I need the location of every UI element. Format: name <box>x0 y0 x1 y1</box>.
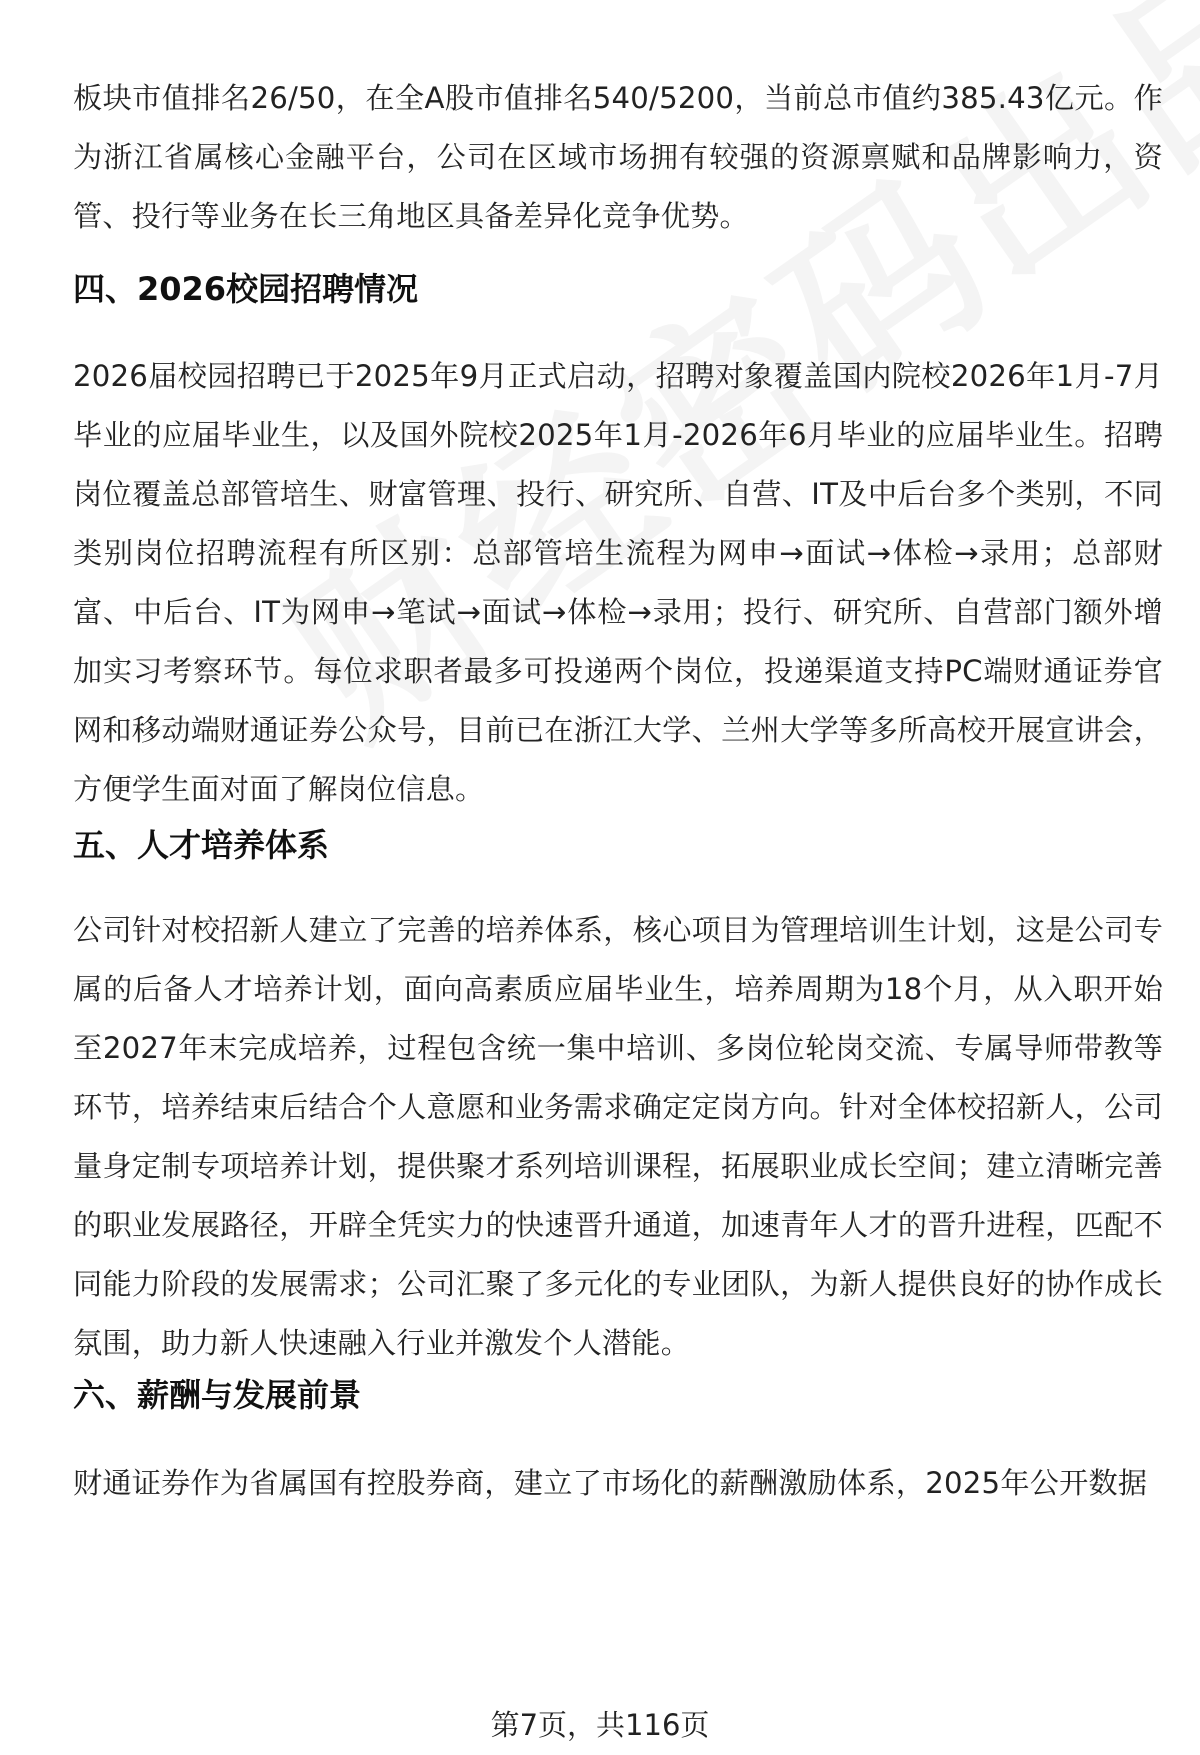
section-body-campus-recruitment: 2026届校园招聘已于2025年9月正式启动，招聘对象覆盖国内院校2026年1月-7月毕业的应届毕业生，以及国外院校2025年1月-2026年6月毕业的应届毕业生。招聘岗位覆盖总部管培生、财富管理、投行、研究所、自营、IT及中后台多个类别，不同类别岗位招聘流程有所区别：总部管培生流程为网申→面试→体检→录用；总部财富、中后台、IT为网申→笔试→面试→体检→录用；投行、研究所、自营部门额外增加实习考察环节。每位求职者最多可投递两个岗位，投递渠道支持PC端财通证券官网和移动端财通证券公众号，目前已在浙江大学、兰州大学等多所高校开展宣讲会，方便学生面对面了解岗位信息。 <box>73 359 1163 806</box>
intro-paragraph: 板块市值排名26/50，在全A股市值排名540/5200，当前总市值约385.43亿元。作为浙江省属核心金融平台，公司在区域市场拥有较强的资源禀赋和品牌影响力，资管、投行等业务在长三角地区具备差异化竞争优势。 <box>73 81 1163 233</box>
section-heading-campus-recruitment: 四、2026校园招聘情况 <box>73 270 419 308</box>
section-body-salary-prospects: 财通证券作为省属国有控股券商，建立了市场化的薪酬激励体系，2025年公开数据 <box>73 1466 1148 1500</box>
section-body-talent-training: 公司针对校招新人建立了完善的培养体系，核心项目为管理培训生计划，这是公司专属的后备人才培养计划，面向高素质应届毕业生，培养周期为18个月，从入职开始至2027年末完成培养，过程包含统一集中培训、多岗位轮岗交流、专属导师带教等环节，培养结束后结合个人意愿和业务需求确定定岗方向。针对全体校招新人，公司量身定制专项培养计划，提供聚才系列培训课程，拓展职业成长空间；建立清晰完善的职业发展路径，开辟全凭实力的快速晋升通道，加速青年人才的晋升进程，匹配不同能力阶段的发展需求；公司汇聚了多元化的专业团队，为新人提供良好的协作成长氛围，助力新人快速融入行业并激发个人潜能。 <box>73 913 1163 1360</box>
section-heading-salary-prospects: 六、薪酬与发展前景 <box>73 1376 362 1414</box>
page-number-footer: 第7页，共116页 <box>490 1708 710 1742</box>
section-heading-talent-training: 五、人才培养体系 <box>73 826 330 864</box>
